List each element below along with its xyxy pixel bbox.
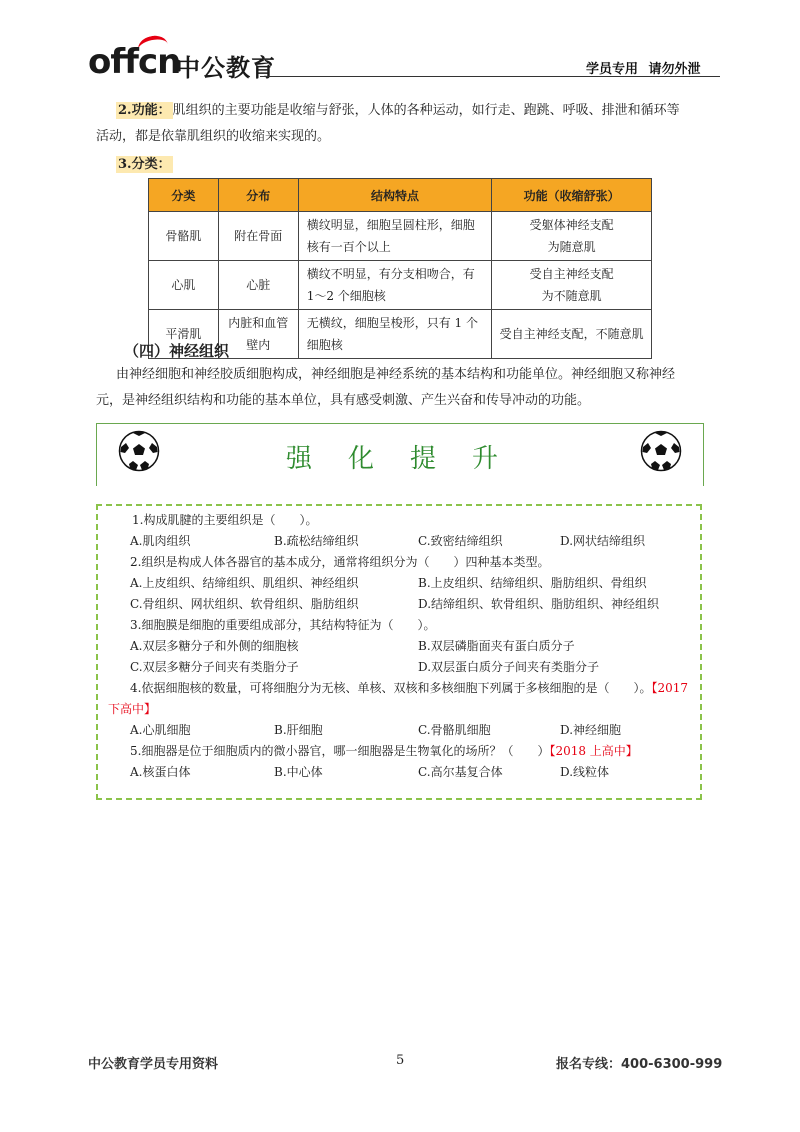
header-notice: 学员专用 请勿外泄: [586, 62, 701, 77]
q3-stem: 3.细胞膜是细胞的重要组成部分，其结构特征为（ ）。: [130, 618, 436, 632]
section-heading: （四）神经组织: [124, 342, 230, 360]
classify-label-wrap: [116, 152, 173, 178]
q2-stem: 2.组织是构成人体各器官的基本成分，通常将组织分为（ ）四种基本类型。: [130, 555, 550, 569]
soccer-ball-icon: [640, 430, 682, 472]
logo-chinese-name: 中公教育: [176, 54, 276, 82]
q4-line1: [130, 678, 688, 699]
q4-stem: 4.依据细胞核的数量，可将细胞分为无核、单核、双核和多核细胞下列属于多核细胞的是（ ）。: [130, 681, 652, 695]
q5-line: [130, 741, 638, 762]
cell-line: 横纹不明显，有分支相吻合，有: [306, 267, 475, 281]
table-row: [149, 261, 652, 310]
option: D.结缔组织、软骨组织、脂肪组织、神经组织: [418, 597, 660, 611]
footer-left: 中公教育学员专用资料: [88, 1057, 219, 1072]
table-cell: 内脏和血管壁内: [218, 310, 298, 359]
option: D.神经细胞: [560, 723, 622, 737]
cell-line: 1～2 个细胞核: [306, 289, 386, 303]
option: C.骨骼肌细胞: [418, 723, 491, 737]
table-cell: 心肌: [149, 261, 219, 310]
table-cell: 心脏: [218, 261, 298, 310]
cell-line: 为不随意肌: [541, 289, 602, 303]
option: C.高尔基复合体: [418, 765, 503, 779]
option: B.肝细胞: [274, 723, 323, 737]
table-cell: 骨骼肌: [149, 212, 219, 261]
source-tag: 下高中】: [108, 702, 157, 716]
option: B.上皮组织、结缔组织、脂肪组织、骨组织: [418, 576, 647, 590]
table-cell: 平滑肌: [149, 310, 219, 359]
banner-title: 强化提升: [286, 444, 535, 474]
table-header-cell: 分类: [149, 179, 219, 212]
page-number: 5: [396, 1053, 405, 1068]
option: A.核蛋白体: [130, 765, 191, 779]
option: C.致密结缔组织: [418, 534, 503, 548]
option: C.双层多糖分子间夹有类脂分子: [130, 660, 299, 674]
function-paragraph: [116, 98, 716, 124]
cell-line: 受躯体神经支配: [529, 218, 614, 232]
section4-line1: 由神经细胞和神经胶质细胞构成，神经细胞是神经系统的基本结构和功能单位。神经细胞又称神经: [116, 367, 676, 382]
source-tag: 【2018 上高中】: [549, 744, 638, 758]
function-line2: 活动，都是依靠肌组织的收缩来实现的。: [96, 129, 331, 144]
classify-label: 3.分类：: [118, 157, 171, 172]
q5-stem: 5.细胞器是位于细胞质内的微小器官，哪一细胞器是生物氧化的场所？（ ）: [130, 744, 550, 758]
table-header-row: [149, 179, 652, 212]
cell-line: 横纹明显，细胞呈圆柱形，细胞: [306, 218, 475, 232]
table-cell: [492, 261, 652, 310]
table-cell: 受自主神经支配，不随意肌: [492, 310, 652, 359]
table-row: [149, 212, 652, 261]
option: B.双层磷脂面夹有蛋白质分子: [418, 639, 575, 653]
cell-line: 细胞核: [306, 338, 343, 352]
soccer-ball-icon: [118, 430, 160, 472]
table-header-cell: 功能（收缩舒张）: [492, 179, 652, 212]
q1-stem: 1.构成肌腱的主要组织是（ ）。: [132, 513, 318, 527]
option: D.网状结缔组织: [560, 534, 646, 548]
option: A.心肌细胞: [130, 723, 191, 737]
option: B.疏松结缔组织: [274, 534, 359, 548]
option: A.双层多糖分子和外侧的细胞核: [130, 639, 299, 653]
source-tag: 【2017: [651, 681, 688, 695]
muscle-table: [148, 178, 652, 359]
option: D.线粒体: [560, 765, 610, 779]
cell-line: 无横纹，细胞呈梭形，只有 1 个: [306, 316, 478, 330]
table-cell: 附在骨面: [218, 212, 298, 261]
section4-line2: 元，是神经组织结构和功能的基本单位，具有感受刺激、产生兴奋和传导冲动的功能。: [96, 393, 591, 408]
table-header-cell: 结构特点: [298, 179, 492, 212]
function-line1: 肌组织的主要功能是收缩与舒张，人体的各种运动，如行走、跑跳、呼吸、排泄和循环等: [172, 103, 680, 118]
option: C.骨组织、网状组织、软骨组织、脂肪组织: [130, 597, 359, 611]
cell-line: 核有一百个以上: [306, 240, 391, 254]
cell-line: 为随意肌: [547, 240, 596, 254]
table-header-cell: 分布: [218, 179, 298, 212]
table-cell: [298, 261, 492, 310]
logo-wordmark: offcn: [88, 42, 181, 82]
table-cell: [298, 212, 492, 261]
option: A.上皮组织、结缔组织、肌组织、神经组织: [130, 576, 359, 590]
cell-line: 受自主神经支配: [529, 267, 614, 281]
function-label: 2.功能：: [118, 103, 171, 118]
table-cell: [492, 212, 652, 261]
option: D.双层蛋白质分子间夹有类脂分子: [418, 660, 600, 674]
option: B.中心体: [274, 765, 323, 779]
footer-hotline: 报名专线：400-6300-999: [556, 1057, 723, 1072]
table-cell: [298, 310, 492, 359]
option: A.肌肉组织: [130, 534, 191, 548]
